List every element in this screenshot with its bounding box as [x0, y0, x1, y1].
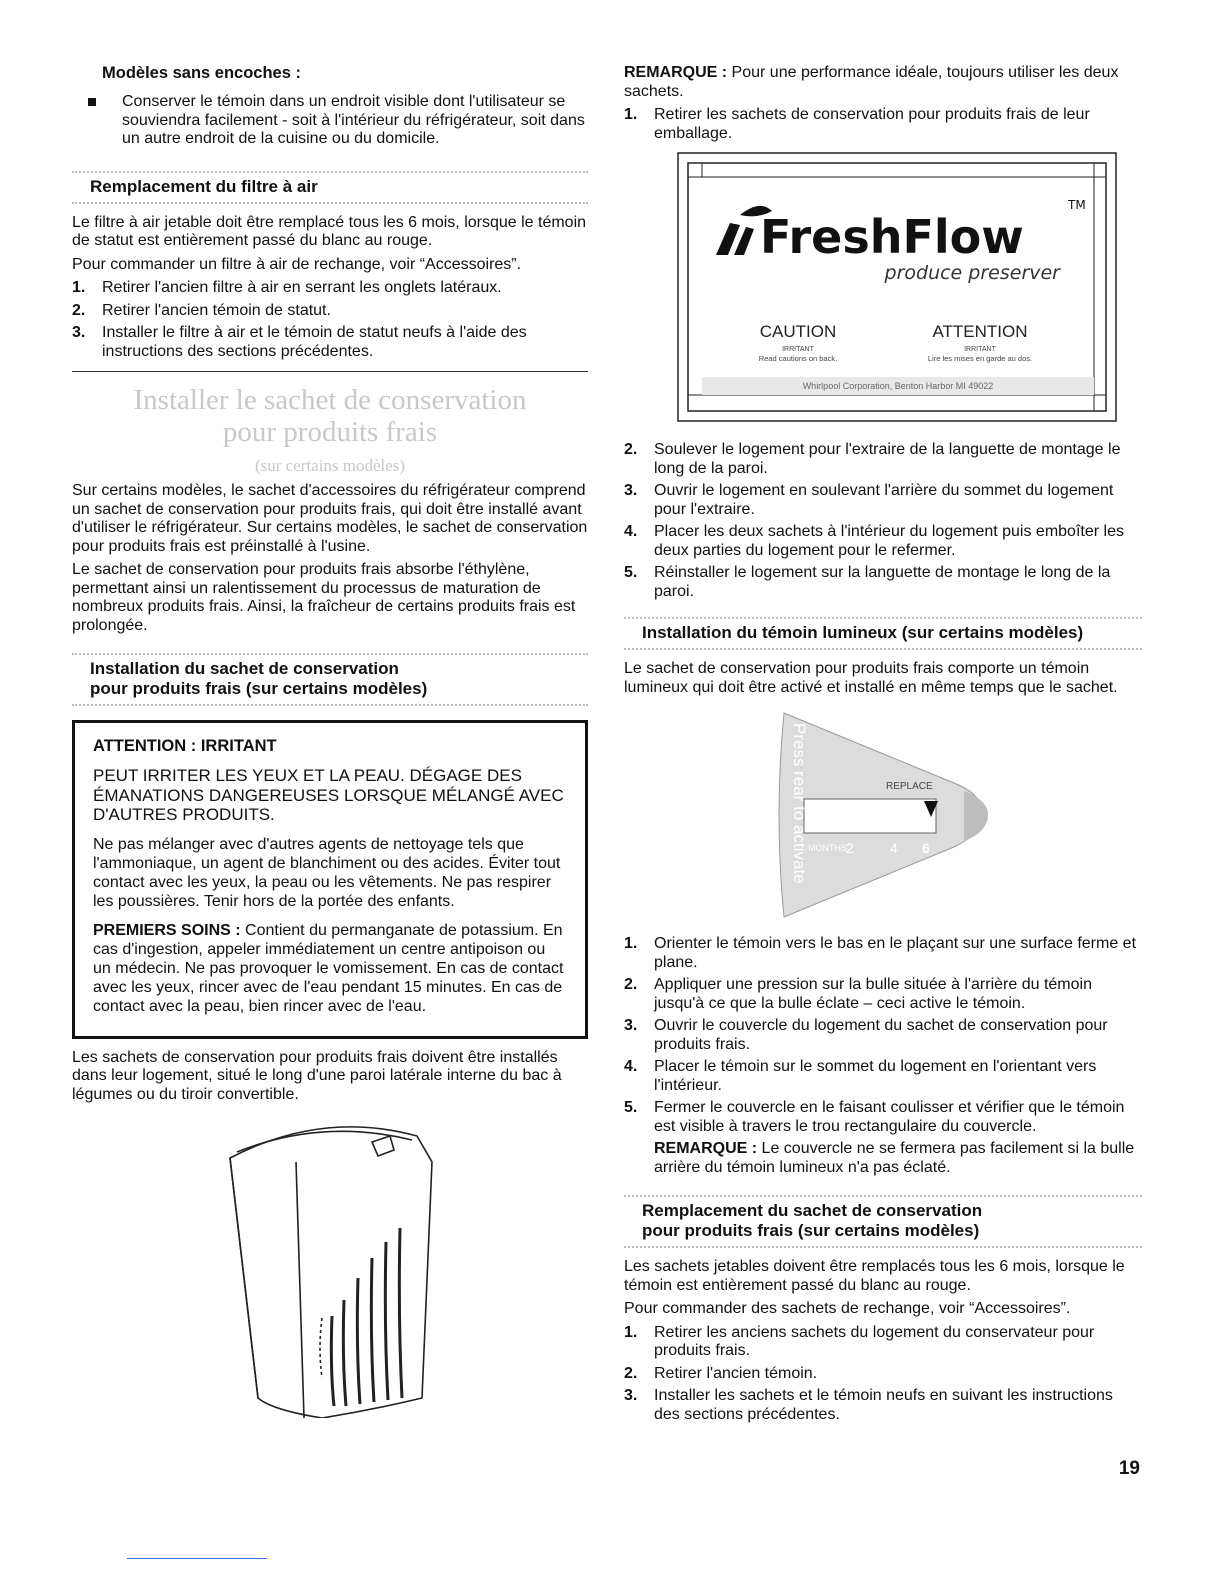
list-item	[624, 935, 1142, 972]
warning-title: ATTENTION : IRRITANT	[93, 737, 277, 755]
month-6-label: 6	[922, 840, 930, 856]
step-number: 2.	[624, 1364, 638, 1382]
replace-para2: Pour commander des sachets de rechange, voir “Accessoires”.	[624, 1300, 1071, 1317]
warning-box	[72, 720, 588, 1039]
list-item	[624, 976, 1142, 1013]
replace-para1: Les sachets jetables doivent être remplacés tous les 6 mois, lorsque le témoin est entièrement passé du blanc au rouge.	[624, 1258, 1125, 1294]
step-text: Orienter le témoin vers le bas en le plaçant sur une surface ferme et plane.	[654, 935, 1137, 971]
steps-2-5	[624, 441, 1142, 601]
freshflow-drawing	[668, 151, 1128, 423]
month-2-label: 2	[846, 840, 854, 856]
step-text: Appliquer une pression sur la bulle située à l'arrière du témoin jusqu'à ce que la bulle éclate – ceci active le témoin.	[654, 976, 1092, 1012]
big-section-subtitle: (sur certains modèles)	[254, 456, 406, 475]
first-aid-label: PREMIERS SOINS :	[93, 921, 241, 939]
indicator-illustration	[624, 705, 1142, 925]
install-heading-line1: Installation du sachet de conservation	[90, 659, 399, 678]
warning-caps: PEUT IRRITER LES YEUX ET LA PEAU. DÉGAGE DES ÉMANATIONS DANGEREUSES LORSQUE MÉLANGÉ AVEC D'AUTRES PRODUITS.	[93, 766, 564, 824]
step-text: Retirer l'ancien filtre à air en serrant les onglets latéraux.	[102, 279, 502, 296]
caution-sub: IRRITANT	[782, 346, 814, 353]
air-filter-heading: Remplacement du filtre à air	[72, 171, 588, 204]
list-item	[624, 1058, 1142, 1095]
list-item	[624, 482, 1142, 519]
first-aid-para	[93, 921, 567, 1016]
indicator-heading: Installation du témoin lumineux (sur certains modèles)	[624, 617, 1142, 650]
bottom-divider	[127, 1558, 267, 1559]
caution-note: Read cautions on back.	[758, 354, 838, 363]
months-label: MONTHS	[808, 843, 847, 853]
replace-heading	[624, 1195, 1142, 1248]
step-number: 3.	[624, 1017, 638, 1034]
after-warning-para: Les sachets de conservation pour produits frais doivent être installés dans leur logement, situé le long d'une paroi latérale interne du bac à légumes ou du tiroir convertible.	[72, 1048, 562, 1103]
list-item	[72, 302, 588, 321]
first-aid-text: Contient du permanganate de potassium. En cas d'ingestion, appeler immédiatement un centre antipoison ou un médecin. Ne pas provoquer le vomissement. En cas de contact avec les yeux, rincer avec de l'eau pendant 15 minutes. En cas de contact avec la peau, bien rincer avec de l'eau.	[93, 921, 564, 1015]
remark-para	[624, 64, 1142, 101]
list-item	[624, 1099, 1142, 1136]
list-item	[624, 441, 1142, 478]
step-number: 4.	[624, 1058, 638, 1075]
step-text: Installer les sachets et le témoin neufs en suivant les instructions des sections précédentes.	[654, 1387, 1113, 1423]
replace-heading-line1: Remplacement du sachet de conservation	[642, 1201, 983, 1220]
freshflow-label-illustration	[624, 151, 1142, 423]
step-number: 3.	[624, 1387, 638, 1404]
page-number: 19	[1118, 1458, 1140, 1479]
step-text: Retirer les sachets de conservation pour produits frais de leur emballage.	[654, 106, 1090, 142]
remark-text: Pour une performance idéale, toujours utiliser les deux sachets.	[624, 64, 1119, 100]
step-text: Réinstaller le logement sur la languette de montage le long de la paroi.	[654, 564, 1111, 600]
remark-label: REMARQUE :	[624, 64, 728, 81]
step-text: Installer le filtre à air et le témoin de statut neufs à l'aide des instructions des sections précédentes.	[102, 324, 527, 360]
step-number: 5.	[624, 1099, 638, 1116]
list-item	[624, 523, 1142, 560]
list-item	[624, 564, 1142, 601]
attention-note: Lire les mises en garde au dos.	[927, 354, 1033, 363]
indicator-drawing	[624, 705, 1142, 925]
produce-bin-illustration	[72, 1118, 588, 1348]
step-text: Soulever le logement pour l'extraire de la languette de montage le long de la paroi.	[654, 441, 1121, 477]
step-number: 3.	[624, 482, 638, 499]
list-item	[624, 106, 1142, 143]
step-text: Placer les deux sachets à l'intérieur du logement puis emboîter les deux parties du logement pour le refermer.	[654, 523, 1124, 559]
air-filter-para2: Pour commander un filtre à air de rechange, voir “Accessoires”.	[72, 255, 522, 273]
big-section-title	[72, 384, 588, 448]
step-text: Ouvrir le couvercle du logement du sachet de conservation pour produits frais.	[654, 1017, 1108, 1053]
step-text: Ouvrir le logement en soulevant l'arrière du sommet du logement pour l'extraire.	[654, 482, 1114, 518]
list-item	[72, 279, 588, 298]
intro-para1: Sur certains modèles, le sachet d'accessoires du réfrigérateur comprend un sachet de conservation pour produits frais, qui doit être installé avant d'utiliser le réfrigérateur. Sur certains modèles, le sachet de conservation pour produits frais est préinstallé à l'usine.	[72, 482, 588, 555]
step-number: 2.	[624, 441, 638, 458]
air-filter-steps	[72, 279, 588, 361]
freshflow-tagline: produce preserver	[884, 262, 1060, 284]
step-text: Retirer l'ancien témoin de statut.	[102, 301, 331, 319]
step1-list	[624, 106, 1142, 143]
indicator-para: Le sachet de conservation pour produits frais comporte un témoin lumineux qui doit être activé et installé en même temps que le sachet.	[624, 660, 1118, 696]
step-number: 1.	[624, 106, 638, 123]
press-to-activate-text: Press rear to activate	[790, 723, 809, 884]
square-bullet-icon	[88, 98, 96, 106]
list-item	[624, 1365, 1142, 1384]
step-number: 2.	[624, 976, 638, 993]
bin-drawing	[72, 1118, 588, 1418]
attention-sub: IRRITANT	[964, 346, 996, 353]
install-heading	[72, 653, 588, 706]
trademark-label: TM	[1068, 198, 1086, 212]
left-column	[72, 64, 588, 1348]
caution-title: CAUTION	[759, 322, 837, 341]
step-number: 5.	[624, 564, 638, 581]
list-item	[72, 324, 588, 361]
replace-steps	[624, 1324, 1142, 1425]
step-text: Placer le témoin sur le sommet du logement en l'orientant vers l'intérieur.	[654, 1058, 1097, 1094]
bullet-text: Conserver le témoin dans un endroit visible dont l'utilisateur se souviendra facilement - soit à l'intérieur du réfrigérateur, soit dans un autre endroit de la cuisine ou du domicile.	[122, 93, 585, 147]
install-heading-line2: pour produits frais (sur certains modèles)	[90, 679, 428, 698]
step-number: 4.	[624, 523, 638, 540]
air-filter-para1: Le filtre à air jetable doit être remplacé tous les 6 mois, lorsque le témoin de statut est entièrement passé du blanc au rouge.	[72, 213, 587, 249]
big-title-line2: pour produits frais	[222, 416, 438, 448]
list-item	[624, 1387, 1142, 1424]
step-text: Fermer le couvercle en le faisant coulisser et vérifier que le témoin est visible à travers le trou rectangulaire du couvercle.	[654, 1099, 1125, 1135]
big-title-line1: Installer le sachet de conservation	[133, 384, 527, 416]
indicator-remark	[654, 1140, 1142, 1177]
section-divider	[72, 371, 588, 372]
step-number: 1.	[624, 935, 638, 952]
list-item	[624, 1324, 1142, 1361]
month-4-label: 4	[890, 840, 898, 856]
list-item	[624, 1017, 1142, 1054]
right-column	[624, 64, 1142, 1428]
step-text: Retirer les anciens sachets du logement du conservateur pour produits frais.	[654, 1323, 1095, 1359]
replace-label: REPLACE	[886, 781, 933, 792]
indicator-remark-text: Le couvercle ne se fermera pas facilement si la bulle arrière du témoin lumineux n'a pas éclaté.	[654, 1140, 1135, 1176]
indicator-steps	[624, 935, 1142, 1136]
step-number: 2.	[72, 301, 86, 319]
warning-para: Ne pas mélanger avec d'autres agents de nettoyage tels que l'ammoniaque, un agent de blanchiment ou des acides. Éviter tout contact avec les yeux, la peau ou les vêtements. Ne pas respirer les poussières. Tenir hors de la portée des enfants.	[93, 835, 561, 910]
models-no-notch-heading: Modèles sans encoches :	[102, 64, 301, 82]
freshflow-footer: Whirlpool Corporation, Benton Harbor MI 49022	[802, 381, 994, 391]
freshflow-brand: FreshFlow	[760, 210, 1024, 264]
attention-title: ATTENTION	[932, 322, 1028, 341]
step-text: Retirer l'ancien témoin.	[654, 1364, 818, 1382]
step-number: 3.	[72, 324, 86, 341]
step-number: 1.	[72, 279, 86, 296]
models-no-notch-bullet	[72, 93, 588, 149]
step-number: 1.	[624, 1323, 638, 1341]
replace-heading-line2: pour produits frais (sur certains modèles)	[642, 1221, 980, 1240]
indicator-remark-label: REMARQUE :	[654, 1140, 758, 1157]
intro-para2: Le sachet de conservation pour produits frais absorbe l'éthylène, permettant ainsi un ralentissement du processus de maturation de nombreux produits frais. Ainsi, la fraîcheur de certains produits frais est prolongée.	[72, 561, 576, 634]
